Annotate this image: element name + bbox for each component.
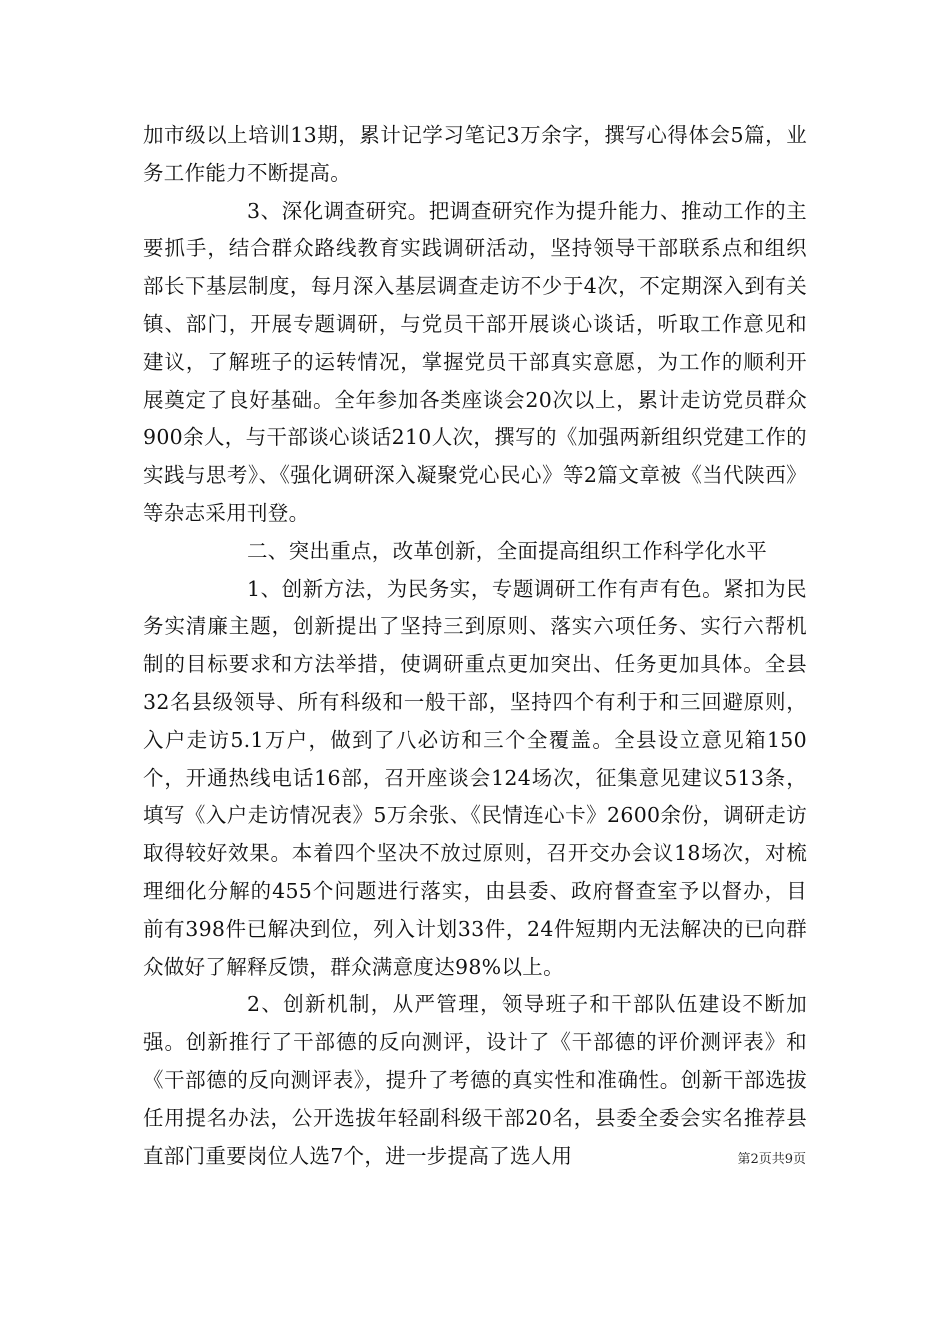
page-number-footer: 第2页共9页 <box>737 1152 806 1167</box>
paragraph-innovation-method: 1、创新方法，为民务实，专题调研工作有声有色。紧扣为民务实清廉主题，创新提出了坚持三到原则、落实六项任务、实行六帮机制的目标要求和方法举措，使调研重点更加突出、任务更加具体。全县32名县级领导、所有科级和一般干部，坚持四个有利于和三回避原则，入户走访5.1万户，做到了八必访和三个全覆盖。全县设立意见箱150个，开通热线电话16部，召开座谈会124场次，征集意见建议513条，填写《入户走访情况表》5万余张、《民情连心卡》2600余份，调研走访取得较好效果。本着四个坚决不放过原则，召开交办会议18场次，对梳理细化分解的455个问题进行落实，由县委、政府督查室予以督办，目前有398件已解决到位，列入计划33件，24件短期内无法解决的已向群众做好了解释反馈，群众满意度达98%以上。 <box>143 576 807 979</box>
document-body <box>143 117 807 1175</box>
section-heading-two: 二、突出重点，改革创新，全面提高组织工作科学化水平 <box>247 538 767 563</box>
paragraph-continuation: 加市级以上培训13期，累计记学习笔记3万余字，撰写心得体会5篇，业务工作能力不断提高。 <box>143 123 807 185</box>
paragraph-investigation-research: 3、深化调查研究。把调查研究作为提升能力、推动工作的主要抓手，结合群众路线教育实践调研活动，坚持领导干部联系点和组织部长下基层制度，每月深入基层调查走访不少于4次，不定期深入到有关镇、部门，开展专题调研，与党员干部开展谈心谈话，听取工作意见和建议，了解班子的运转情况，掌握党员干部真实意愿，为工作的顺利开展奠定了良好基础。全年参加各类座谈会20次以上，累计走访党员群众900余人，与干部谈心谈话210人次，撰写的《加强两新组织党建工作的实践与思考》、《强化调研深入凝聚党心民心》等2篇文章被《当代陕西》等杂志采用刊登。 <box>143 198 807 525</box>
paragraph-innovation-mechanism: 2、创新机制，从严管理，领导班子和干部队伍建设不断加强。创新推行了干部德的反向测评，设计了《干部德的评价测评表》和《干部德的反向测评表》，提升了考德的真实性和准确性。创新干部选拔任用提名办法，公开选拔年轻副科级干部20名，县委全委会实名推荐县直部门重要岗位人选7个，进一步提高了选人用 <box>143 992 807 1168</box>
